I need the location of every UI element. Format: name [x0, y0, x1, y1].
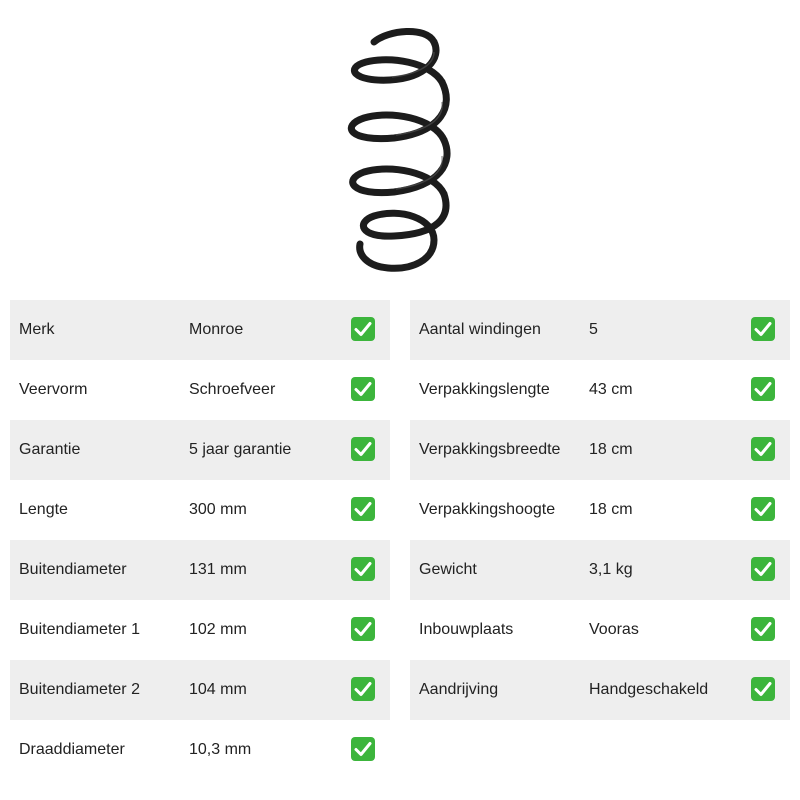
spec-label: Draaddiameter — [19, 741, 125, 758]
spec-label: Inbouwplaats — [419, 621, 514, 638]
spec-row — [410, 360, 790, 420]
spec-label: Buitendiameter 1 — [19, 621, 140, 638]
spec-value: 3,1 kg — [589, 561, 633, 578]
spec-label: Buitendiameter 2 — [19, 681, 140, 698]
spec-label: Merk — [19, 321, 55, 338]
spec-row — [410, 420, 790, 480]
spec-value: 18 cm — [589, 441, 633, 458]
spec-value: 102 mm — [189, 621, 247, 638]
spec-table-right — [410, 300, 790, 720]
spec-row — [10, 660, 390, 720]
spec-value: 131 mm — [189, 561, 247, 578]
spec-value: 300 mm — [189, 501, 247, 518]
check-icon — [351, 497, 375, 521]
check-icon — [751, 317, 775, 341]
spec-value: 5 jaar garantie — [189, 441, 292, 458]
check-icon — [751, 497, 775, 521]
check-icon — [351, 317, 375, 341]
spec-label: Veervorm — [19, 381, 88, 398]
check-icon — [751, 617, 775, 641]
spec-value: Monroe — [189, 321, 244, 338]
check-icon — [751, 677, 775, 701]
check-icon — [351, 437, 375, 461]
spec-row — [10, 360, 390, 420]
spec-row — [410, 660, 790, 720]
check-icon — [351, 377, 375, 401]
check-icon — [751, 377, 775, 401]
spec-label: Verpakkingslengte — [419, 381, 550, 398]
spec-label: Garantie — [19, 441, 81, 458]
spec-value: Handgeschakeld — [589, 681, 709, 698]
spec-row — [10, 480, 390, 540]
spec-row — [410, 600, 790, 660]
spec-row — [10, 540, 390, 600]
coil-spring-image — [330, 22, 470, 280]
spec-row — [410, 300, 790, 360]
check-icon — [751, 437, 775, 461]
spec-value: 104 mm — [189, 681, 247, 698]
check-icon — [351, 617, 375, 641]
spec-table-left — [10, 300, 390, 780]
spec-row — [10, 600, 390, 660]
spec-label: Lengte — [19, 501, 68, 518]
spec-value: 43 cm — [589, 381, 633, 398]
spec-row — [10, 420, 390, 480]
spec-label: Verpakkingshoogte — [419, 501, 556, 518]
spec-value: 18 cm — [589, 501, 633, 518]
spec-label: Verpakkingsbreedte — [419, 441, 561, 458]
spec-value: 10,3 mm — [189, 741, 252, 758]
spec-row — [410, 540, 790, 600]
spec-label: Aantal windingen — [419, 321, 541, 338]
check-icon — [351, 737, 375, 761]
spec-value: Vooras — [589, 621, 639, 638]
spec-label: Buitendiameter — [19, 561, 127, 578]
spec-label: Aandrijving — [419, 681, 499, 698]
spec-row — [410, 480, 790, 540]
spec-row — [10, 720, 390, 780]
spec-row — [10, 300, 390, 360]
spec-value: 5 — [589, 321, 598, 338]
check-icon — [351, 677, 375, 701]
spec-label: Gewicht — [419, 561, 477, 578]
spec-value: Schroefveer — [189, 381, 276, 398]
check-icon — [351, 557, 375, 581]
check-icon — [751, 557, 775, 581]
